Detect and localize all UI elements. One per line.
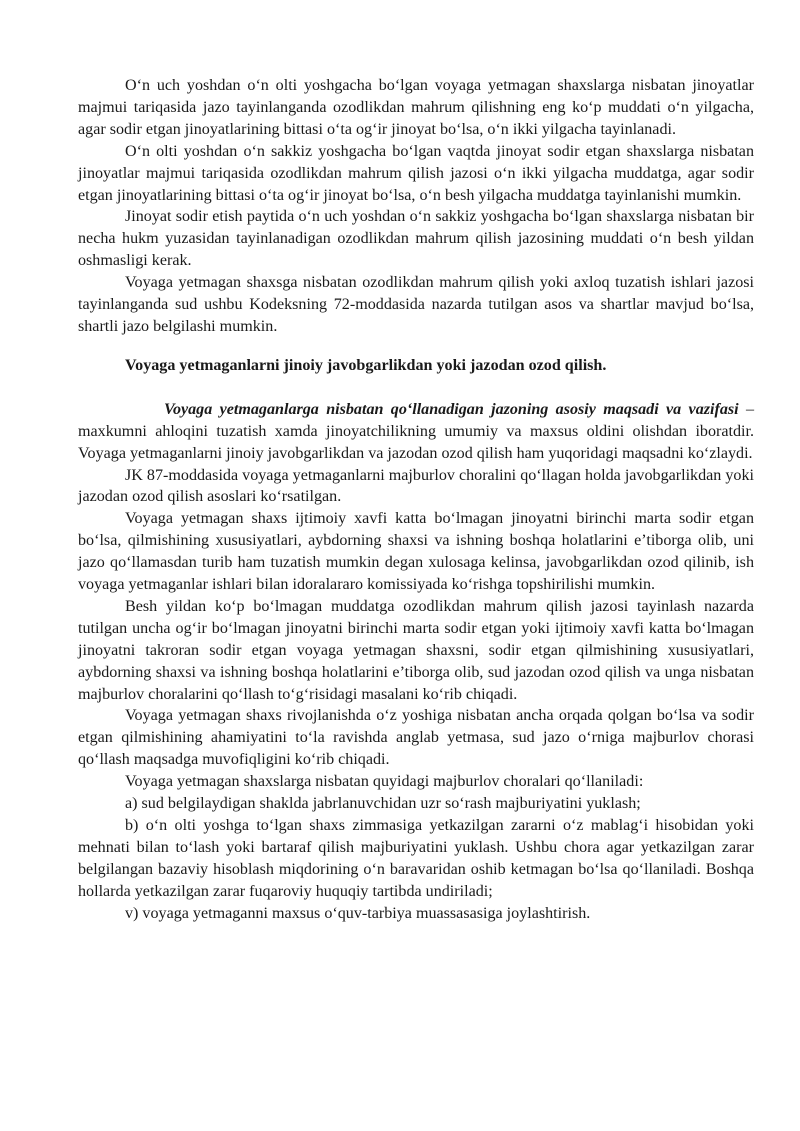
paragraph: Besh yildan ko‘p bo‘lmagan muddatga ozodlikdan mahrum qilish jazosi tayinlash nazarda tutilgan uncha og‘ir bo‘lmagan jinoyatni birinchi marta sodir etgan yoki ijtimoiy xavfi katta bo‘lmagan jinoyatni takroran sodir etgan voyaga yetmagan shaxsni, sodir etgan qilmishining xususiyatlari, aybdorning shaxsi va ishning boshqa holatlarini e’tiborga olib, sud jazodan ozod qilish va unga nisbatan majburlov choralarini qo‘llash to‘g‘risidagi masalani ko‘rib chiqadi. — [78, 597, 754, 703]
lead-paragraph — [78, 399, 754, 465]
list-item: a) sud belgilaydigan shaklda jabrlanuvchidan uzr so‘rash majburiyatini yuklash; — [125, 795, 641, 813]
paragraph: Voyaga yetmagan shaxsga nisbatan ozodlikdan mahrum qilish yoki axloq tuzatish ishlari jazosi tayinlanganda sud ushbu Kodeksning 72-moddasida nazarda tutilgan asos va shartlar mavjud bo‘lsa, shartli jazo belgilashi mumkin. — [78, 274, 754, 335]
paragraph: O‘n olti yoshdan o‘n sakkiz yoshgacha bo‘lgan vaqtda jinoyat sodir etgan shaxslarga nisbatan jinoyatlar majmui tariqasida ozodlikdan mahrum qilish jazosi o‘n ikki yilgacha muddatga, agar sodir etgan jinoyatlarining bittasi o‘ta og‘ir jinoyat bo‘lsa, o‘n besh yilgacha muddatga tayinlanishi mumkin. — [78, 142, 754, 204]
lead-term: Voyaga yetmaganlarga nisbatan qo‘llanadigan jazoning asosiy maqsadi va vazifasi — [164, 400, 739, 418]
paragraph: Voyaga yetmagan shaxs rivojlanishda o‘z yoshiga nisbatan ancha orqada qolgan bo‘lsa va sodir etgan qilmishining ahamiyatini to‘la ravishda anglab yetmasa, sud jazo o‘rniga majburlov chorasi qo‘llash maqsadga muvofiqligini ko‘rib chiqadi. — [78, 707, 754, 769]
paragraph: O‘n uch yoshdan o‘n olti yoshgacha bo‘lgan voyaga yetmagan shaxslarga nisbatan jinoyatlar majmui tariqasida jazo tayinlanganda ozodlikdan mahrum qilishning eng ko‘p muddati o‘n yilgacha, agar sodir etgan jinoyatlarining bittasi o‘ta og‘ir jinoyat bo‘lsa, o‘n ikki yilgacha tayinlanadi. — [78, 77, 754, 138]
paragraph: Jinoyat sodir etish paytida o‘n uch yoshdan o‘n sakkiz yoshgacha bo‘lgan shaxslarga nisbatan bir necha hukm yuzasidan tayinlanadigan ozodlikdan mahrum qilish jazosining muddati o‘n besh yildan oshmasligi kerak. — [78, 208, 754, 270]
lead-text: – maxkumni ahloqini tuzatish xamda jinoyatchilikning umumiy va maxsus oldini olishdan iboratdir. Voyaga yetmaganlarni jinoiy javobgarlikdan va jazodan ozod qilish ham yuqoridagi maqsadni ko‘zlaydi. — [78, 400, 755, 462]
paragraph: Voyaga yetmagan shaxs ijtimoiy xavfi katta bo‘lmagan jinoyatni birinchi marta sodir etgan bo‘lsa, qilmishining xususiyatlari, aybdorning shaxsi va ishning boshqa holatlarini e’tiborga olib, uni jazo qo‘llamasdan turib ham tuzatish mumkin degan xulosaga kelinsa, javobgarlikdan ozod qilinib, ish voyaga yetmaganlar ishlari bilan idoralararo komissiyada ko‘rishga topshirilishi mumkin. — [78, 510, 754, 594]
section-heading: Voyaga yetmaganlarni jinoiy javobgarlikdan yoki jazodan ozod qilish. — [125, 356, 607, 374]
document-page — [78, 75, 754, 925]
list-item: b) o‘n olti yoshga to‘lgan shaxs zimmasiga yetkazilgan zararni o‘z mablag‘i hisobidan yoki mehnati bilan to‘lash yoki bartaraf qilish majburiyatini yuklash. Ushbu chora agar yetkazilgan zarar belgilangan bazaviy hisoblash miqdorining o‘n baravaridan oshib ketmagan bo‘lsa qo‘llaniladi. Boshqa hollarda yetkazilgan zarar fuqaroviy huquqiy tartibda undiriladi; — [78, 817, 754, 900]
paragraph: JK 87-moddasida voyaga yetmaganlarni majburlov choralini qo‘llagan holda javobgarlikdan yoki jazodan ozod qilish asoslari ko‘rsatilgan. — [78, 466, 754, 506]
paragraph: Voyaga yetmagan shaxslarga nisbatan quyidagi majburlov choralari qo‘llaniladi: — [125, 773, 644, 791]
list-item: v) voyaga yetmaganni maxsus o‘quv-tarbiya muassasasiga joylashtirish. — [125, 904, 591, 922]
